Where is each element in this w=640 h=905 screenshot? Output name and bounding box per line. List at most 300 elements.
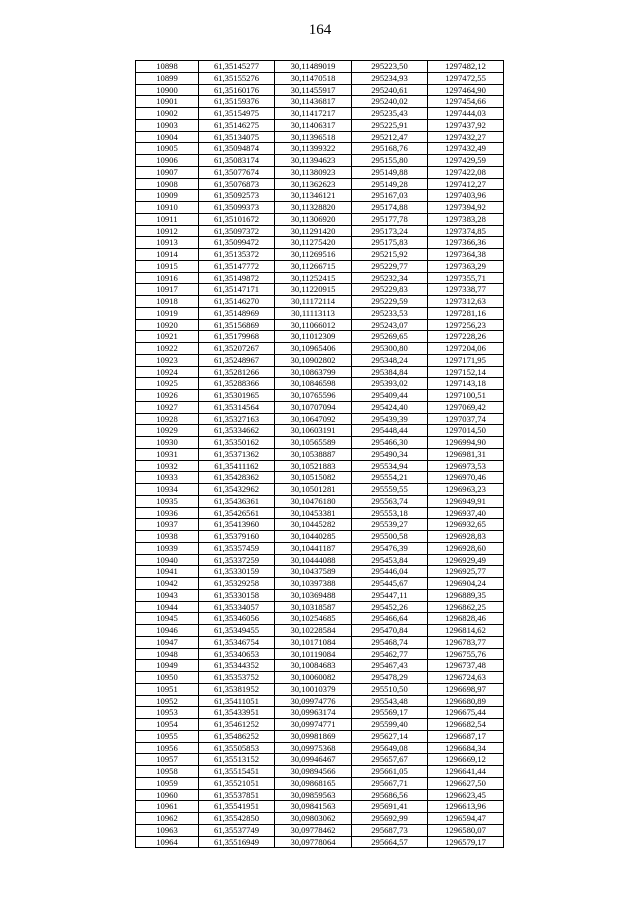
y-coordinate-cell: 1296623,45 [428, 789, 504, 801]
longitude-cell: 30,11291420 [275, 225, 352, 237]
latitude-cell: 61,35379160 [199, 531, 275, 543]
table-row [136, 413, 504, 425]
point-number-cell: 10901 [136, 96, 199, 108]
point-number-cell: 10919 [136, 307, 199, 319]
x-coordinate-cell: 295177,78 [352, 213, 428, 225]
latitude-cell: 61,35099373 [199, 202, 275, 214]
point-number-cell: 10920 [136, 319, 199, 331]
point-number-cell: 10937 [136, 519, 199, 531]
point-number-cell: 10928 [136, 413, 199, 425]
longitude-cell: 30,11306920 [275, 213, 352, 225]
latitude-cell: 61,35433951 [199, 707, 275, 719]
x-coordinate-cell: 295664,57 [352, 836, 428, 848]
y-coordinate-cell: 1296580,07 [428, 824, 504, 836]
y-coordinate-cell: 1296579,17 [428, 836, 504, 848]
latitude-cell: 61,35371362 [199, 448, 275, 460]
longitude-cell: 30,11406317 [275, 119, 352, 131]
x-coordinate-cell: 295667,71 [352, 777, 428, 789]
x-coordinate-cell: 295453,84 [352, 554, 428, 566]
x-coordinate-cell: 295409,44 [352, 390, 428, 402]
y-coordinate-cell: 1296973,53 [428, 460, 504, 472]
latitude-cell: 61,35513152 [199, 754, 275, 766]
y-coordinate-cell: 1297281,16 [428, 307, 504, 319]
latitude-cell: 61,35160176 [199, 84, 275, 96]
x-coordinate-cell: 295691,41 [352, 801, 428, 813]
x-coordinate-cell: 295300,80 [352, 343, 428, 355]
latitude-cell: 61,35155276 [199, 72, 275, 84]
y-coordinate-cell: 1297204,06 [428, 343, 504, 355]
table-row [136, 272, 504, 284]
point-number-cell: 10916 [136, 272, 199, 284]
x-coordinate-cell: 295466,30 [352, 437, 428, 449]
x-coordinate-cell: 295686,56 [352, 789, 428, 801]
x-coordinate-cell: 295175,83 [352, 237, 428, 249]
point-number-cell: 10913 [136, 237, 199, 249]
y-coordinate-cell: 1297374,85 [428, 225, 504, 237]
point-number-cell: 10927 [136, 401, 199, 413]
table-row [136, 249, 504, 261]
table-row [136, 225, 504, 237]
table-row [136, 96, 504, 108]
y-coordinate-cell: 1296828,46 [428, 613, 504, 625]
y-coordinate-cell: 1296755,76 [428, 648, 504, 660]
latitude-cell: 61,35094874 [199, 143, 275, 155]
y-coordinate-cell: 1297363,29 [428, 260, 504, 272]
table-row [136, 366, 504, 378]
longitude-cell: 30,10902802 [275, 354, 352, 366]
point-number-cell: 10903 [136, 119, 199, 131]
x-coordinate-cell: 295234,93 [352, 72, 428, 84]
latitude-cell: 61,35330158 [199, 589, 275, 601]
point-number-cell: 10964 [136, 836, 199, 848]
y-coordinate-cell: 1297437,92 [428, 119, 504, 131]
point-number-cell: 10957 [136, 754, 199, 766]
latitude-cell: 61,35334057 [199, 601, 275, 613]
x-coordinate-cell: 295553,18 [352, 507, 428, 519]
point-number-cell: 10929 [136, 425, 199, 437]
x-coordinate-cell: 295490,34 [352, 448, 428, 460]
longitude-cell: 30,10171084 [275, 636, 352, 648]
point-number-cell: 10938 [136, 531, 199, 543]
y-coordinate-cell: 1296925,77 [428, 566, 504, 578]
point-number-cell: 10931 [136, 448, 199, 460]
longitude-cell: 30,09859563 [275, 789, 352, 801]
y-coordinate-cell: 1296937,40 [428, 507, 504, 519]
latitude-cell: 61,35411162 [199, 460, 275, 472]
point-number-cell: 10954 [136, 719, 199, 731]
latitude-cell: 61,35288366 [199, 378, 275, 390]
y-coordinate-cell: 1297014,50 [428, 425, 504, 437]
table-row [136, 61, 504, 73]
table-row [136, 119, 504, 131]
point-number-cell: 10960 [136, 789, 199, 801]
table-row [136, 237, 504, 249]
longitude-cell: 30,10060082 [275, 672, 352, 684]
x-coordinate-cell: 295476,39 [352, 542, 428, 554]
x-coordinate-cell: 295243,07 [352, 319, 428, 331]
longitude-cell: 30,11275420 [275, 237, 352, 249]
x-coordinate-cell: 295229,83 [352, 284, 428, 296]
table-row [136, 472, 504, 484]
x-coordinate-cell: 295687,73 [352, 824, 428, 836]
x-coordinate-cell: 295539,27 [352, 519, 428, 531]
point-number-cell: 10949 [136, 660, 199, 672]
table-row [136, 742, 504, 754]
table-row [136, 789, 504, 801]
longitude-cell: 30,10444088 [275, 554, 352, 566]
y-coordinate-cell: 1297444,03 [428, 108, 504, 120]
table-row [136, 343, 504, 355]
point-number-cell: 10948 [136, 648, 199, 660]
table-row [136, 601, 504, 613]
longitude-cell: 30,10765596 [275, 390, 352, 402]
latitude-cell: 61,35461252 [199, 719, 275, 731]
table-row [136, 213, 504, 225]
table-row [136, 542, 504, 554]
latitude-cell: 61,35334662 [199, 425, 275, 437]
x-coordinate-cell: 295500,58 [352, 531, 428, 543]
latitude-cell: 61,35077674 [199, 166, 275, 178]
y-coordinate-cell: 1296783,77 [428, 636, 504, 648]
latitude-cell: 61,35179968 [199, 331, 275, 343]
x-coordinate-cell: 295470,84 [352, 625, 428, 637]
y-coordinate-cell: 1296613,96 [428, 801, 504, 813]
table-row [136, 108, 504, 120]
latitude-cell: 61,35505853 [199, 742, 275, 754]
x-coordinate-cell: 295452,26 [352, 601, 428, 613]
x-coordinate-cell: 295478,29 [352, 672, 428, 684]
point-number-cell: 10934 [136, 484, 199, 496]
table-row [136, 625, 504, 637]
latitude-cell: 61,35436361 [199, 495, 275, 507]
x-coordinate-cell: 295212,47 [352, 131, 428, 143]
latitude-cell: 61,35426561 [199, 507, 275, 519]
latitude-cell: 61,35411051 [199, 695, 275, 707]
table-row [136, 178, 504, 190]
table-row [136, 554, 504, 566]
x-coordinate-cell: 295173,24 [352, 225, 428, 237]
table-row [136, 460, 504, 472]
y-coordinate-cell: 1296675,44 [428, 707, 504, 719]
latitude-cell: 61,35147772 [199, 260, 275, 272]
latitude-cell: 61,35148969 [199, 307, 275, 319]
point-number-cell: 10907 [136, 166, 199, 178]
point-number-cell: 10914 [136, 249, 199, 261]
latitude-cell: 61,35413960 [199, 519, 275, 531]
x-coordinate-cell: 295627,14 [352, 730, 428, 742]
x-coordinate-cell: 295149,28 [352, 178, 428, 190]
latitude-cell: 61,35330159 [199, 566, 275, 578]
table-row [136, 519, 504, 531]
longitude-cell: 30,11489019 [275, 61, 352, 73]
point-number-cell: 10943 [136, 589, 199, 601]
x-coordinate-cell: 295468,74 [352, 636, 428, 648]
latitude-cell: 61,35337259 [199, 554, 275, 566]
table-row [136, 766, 504, 778]
table-row [136, 695, 504, 707]
table-row [136, 307, 504, 319]
longitude-cell: 30,10437589 [275, 566, 352, 578]
x-coordinate-cell: 295215,92 [352, 249, 428, 261]
latitude-cell: 61,35521051 [199, 777, 275, 789]
y-coordinate-cell: 1296724,63 [428, 672, 504, 684]
x-coordinate-cell: 295445,67 [352, 578, 428, 590]
table-row [136, 824, 504, 836]
longitude-cell: 30,11346121 [275, 190, 352, 202]
longitude-cell: 30,09894566 [275, 766, 352, 778]
point-number-cell: 10902 [136, 108, 199, 120]
x-coordinate-cell: 295223,50 [352, 61, 428, 73]
latitude-cell: 61,35076873 [199, 178, 275, 190]
x-coordinate-cell: 295229,77 [352, 260, 428, 272]
x-coordinate-cell: 295348,24 [352, 354, 428, 366]
longitude-cell: 30,10318587 [275, 601, 352, 613]
longitude-cell: 30,09946467 [275, 754, 352, 766]
longitude-cell: 30,11266715 [275, 260, 352, 272]
longitude-cell: 30,10441187 [275, 542, 352, 554]
table-row [136, 566, 504, 578]
y-coordinate-cell: 1296932,65 [428, 519, 504, 531]
x-coordinate-cell: 295447,11 [352, 589, 428, 601]
table-row [136, 378, 504, 390]
y-coordinate-cell: 1296889,35 [428, 589, 504, 601]
x-coordinate-cell: 295661,05 [352, 766, 428, 778]
point-number-cell: 10962 [136, 813, 199, 825]
table-row [136, 131, 504, 143]
y-coordinate-cell: 1296698,97 [428, 683, 504, 695]
table-row [136, 672, 504, 684]
y-coordinate-cell: 1297171,95 [428, 354, 504, 366]
y-coordinate-cell: 1296594,47 [428, 813, 504, 825]
table-row [136, 495, 504, 507]
table-row [136, 260, 504, 272]
point-number-cell: 10942 [136, 578, 199, 590]
latitude-cell: 61,35349455 [199, 625, 275, 637]
latitude-cell: 61,35340653 [199, 648, 275, 660]
latitude-cell: 61,35428362 [199, 472, 275, 484]
x-coordinate-cell: 295269,65 [352, 331, 428, 343]
point-number-cell: 10924 [136, 366, 199, 378]
latitude-cell: 61,35301965 [199, 390, 275, 402]
latitude-cell: 61,35516949 [199, 836, 275, 848]
x-coordinate-cell: 295240,61 [352, 84, 428, 96]
x-coordinate-cell: 295225,91 [352, 119, 428, 131]
x-coordinate-cell: 295149,88 [352, 166, 428, 178]
longitude-cell: 30,11252415 [275, 272, 352, 284]
longitude-cell: 30,11012309 [275, 331, 352, 343]
longitude-cell: 30,11455917 [275, 84, 352, 96]
point-number-cell: 10953 [136, 707, 199, 719]
y-coordinate-cell: 1297429,59 [428, 155, 504, 167]
y-coordinate-cell: 1297355,71 [428, 272, 504, 284]
table-row [136, 589, 504, 601]
y-coordinate-cell: 1296684,34 [428, 742, 504, 754]
latitude-cell: 61,35145277 [199, 61, 275, 73]
latitude-cell: 61,35537749 [199, 824, 275, 836]
point-number-cell: 10935 [136, 495, 199, 507]
y-coordinate-cell: 1296994,90 [428, 437, 504, 449]
x-coordinate-cell: 295233,53 [352, 307, 428, 319]
longitude-cell: 30,11269516 [275, 249, 352, 261]
latitude-cell: 61,35156869 [199, 319, 275, 331]
table-row [136, 578, 504, 590]
point-number-cell: 10917 [136, 284, 199, 296]
point-number-cell: 10952 [136, 695, 199, 707]
table-row [136, 319, 504, 331]
point-number-cell: 10904 [136, 131, 199, 143]
table-row [136, 707, 504, 719]
table-row [136, 636, 504, 648]
longitude-cell: 30,10397388 [275, 578, 352, 590]
x-coordinate-cell: 295462,77 [352, 648, 428, 660]
x-coordinate-cell: 295448,44 [352, 425, 428, 437]
point-number-cell: 10936 [136, 507, 199, 519]
table-row [136, 719, 504, 731]
point-number-cell: 10906 [136, 155, 199, 167]
page-number: 164 [308, 22, 332, 38]
longitude-cell: 30,10863799 [275, 366, 352, 378]
table-row [136, 801, 504, 813]
table-row [136, 437, 504, 449]
longitude-cell: 30,11066012 [275, 319, 352, 331]
x-coordinate-cell: 295467,43 [352, 660, 428, 672]
longitude-cell: 30,11396518 [275, 131, 352, 143]
point-number-cell: 10946 [136, 625, 199, 637]
point-number-cell: 10912 [136, 225, 199, 237]
latitude-cell: 61,35381952 [199, 683, 275, 695]
x-coordinate-cell: 295649,08 [352, 742, 428, 754]
x-coordinate-cell: 295384,84 [352, 366, 428, 378]
table-row [136, 331, 504, 343]
point-number-cell: 10963 [136, 824, 199, 836]
point-number-cell: 10930 [136, 437, 199, 449]
table-row [136, 202, 504, 214]
latitude-cell: 61,35541951 [199, 801, 275, 813]
y-coordinate-cell: 1297403,96 [428, 190, 504, 202]
table-row [136, 448, 504, 460]
y-coordinate-cell: 1297482,12 [428, 61, 504, 73]
point-number-cell: 10959 [136, 777, 199, 789]
longitude-cell: 30,11362623 [275, 178, 352, 190]
y-coordinate-cell: 1296928,83 [428, 531, 504, 543]
latitude-cell: 61,35134075 [199, 131, 275, 143]
latitude-cell: 61,35097372 [199, 225, 275, 237]
point-number-cell: 10900 [136, 84, 199, 96]
coordinates-table [135, 60, 504, 848]
table-row [136, 813, 504, 825]
longitude-cell: 30,10521883 [275, 460, 352, 472]
table-row [136, 484, 504, 496]
point-number-cell: 10933 [136, 472, 199, 484]
y-coordinate-cell: 1296627,50 [428, 777, 504, 789]
point-number-cell: 10939 [136, 542, 199, 554]
longitude-cell: 30,11417217 [275, 108, 352, 120]
table-row [136, 754, 504, 766]
latitude-cell: 61,35327163 [199, 413, 275, 425]
point-number-cell: 10945 [136, 613, 199, 625]
table-row [136, 190, 504, 202]
y-coordinate-cell: 1297069,42 [428, 401, 504, 413]
latitude-cell: 61,35092573 [199, 190, 275, 202]
point-number-cell: 10947 [136, 636, 199, 648]
table-row [136, 730, 504, 742]
longitude-cell: 30,10501281 [275, 484, 352, 496]
longitude-cell: 30,10453381 [275, 507, 352, 519]
longitude-cell: 30,10707094 [275, 401, 352, 413]
longitude-cell: 30,10647092 [275, 413, 352, 425]
table-row [136, 401, 504, 413]
latitude-cell: 61,35248967 [199, 354, 275, 366]
x-coordinate-cell: 295439,39 [352, 413, 428, 425]
longitude-cell: 30,11220915 [275, 284, 352, 296]
longitude-cell: 30,10254685 [275, 613, 352, 625]
x-coordinate-cell: 295168,76 [352, 143, 428, 155]
longitude-cell: 30,09778462 [275, 824, 352, 836]
longitude-cell: 30,10010379 [275, 683, 352, 695]
longitude-cell: 30,11328820 [275, 202, 352, 214]
y-coordinate-cell: 1297464,90 [428, 84, 504, 96]
y-coordinate-cell: 1296981,31 [428, 448, 504, 460]
table-row [136, 72, 504, 84]
y-coordinate-cell: 1296929,49 [428, 554, 504, 566]
table-row [136, 648, 504, 660]
latitude-cell: 61,35350162 [199, 437, 275, 449]
longitude-cell: 30,11436817 [275, 96, 352, 108]
y-coordinate-cell: 1296641,44 [428, 766, 504, 778]
longitude-cell: 30,10119084 [275, 648, 352, 660]
coordinates-table-body [136, 61, 504, 848]
latitude-cell: 61,35083174 [199, 155, 275, 167]
longitude-cell: 30,09974771 [275, 719, 352, 731]
table-row [136, 507, 504, 519]
x-coordinate-cell: 295235,43 [352, 108, 428, 120]
point-number-cell: 10908 [136, 178, 199, 190]
longitude-cell: 30,10965406 [275, 343, 352, 355]
y-coordinate-cell: 1297412,27 [428, 178, 504, 190]
x-coordinate-cell: 295569,17 [352, 707, 428, 719]
y-coordinate-cell: 1297100,51 [428, 390, 504, 402]
latitude-cell: 61,35146270 [199, 296, 275, 308]
longitude-cell: 30,09963174 [275, 707, 352, 719]
x-coordinate-cell: 295559,55 [352, 484, 428, 496]
x-coordinate-cell: 295232,34 [352, 272, 428, 284]
longitude-cell: 30,10476180 [275, 495, 352, 507]
table-row [136, 425, 504, 437]
table-row [136, 836, 504, 848]
x-coordinate-cell: 295229,59 [352, 296, 428, 308]
y-coordinate-cell: 1297454,66 [428, 96, 504, 108]
latitude-cell: 61,35486252 [199, 730, 275, 742]
x-coordinate-cell: 295657,67 [352, 754, 428, 766]
y-coordinate-cell: 1296963,23 [428, 484, 504, 496]
longitude-cell: 30,11399322 [275, 143, 352, 155]
longitude-cell: 30,09803062 [275, 813, 352, 825]
longitude-cell: 30,10515082 [275, 472, 352, 484]
table-row [136, 531, 504, 543]
x-coordinate-cell: 295167,03 [352, 190, 428, 202]
point-number-cell: 10956 [136, 742, 199, 754]
y-coordinate-cell: 1297364,38 [428, 249, 504, 261]
y-coordinate-cell: 1297432,49 [428, 143, 504, 155]
table-row [136, 777, 504, 789]
latitude-cell: 61,35135372 [199, 249, 275, 261]
y-coordinate-cell: 1297312,63 [428, 296, 504, 308]
point-number-cell: 10905 [136, 143, 199, 155]
y-coordinate-cell: 1296669,12 [428, 754, 504, 766]
latitude-cell: 61,35515451 [199, 766, 275, 778]
y-coordinate-cell: 1296904,24 [428, 578, 504, 590]
latitude-cell: 61,35159376 [199, 96, 275, 108]
